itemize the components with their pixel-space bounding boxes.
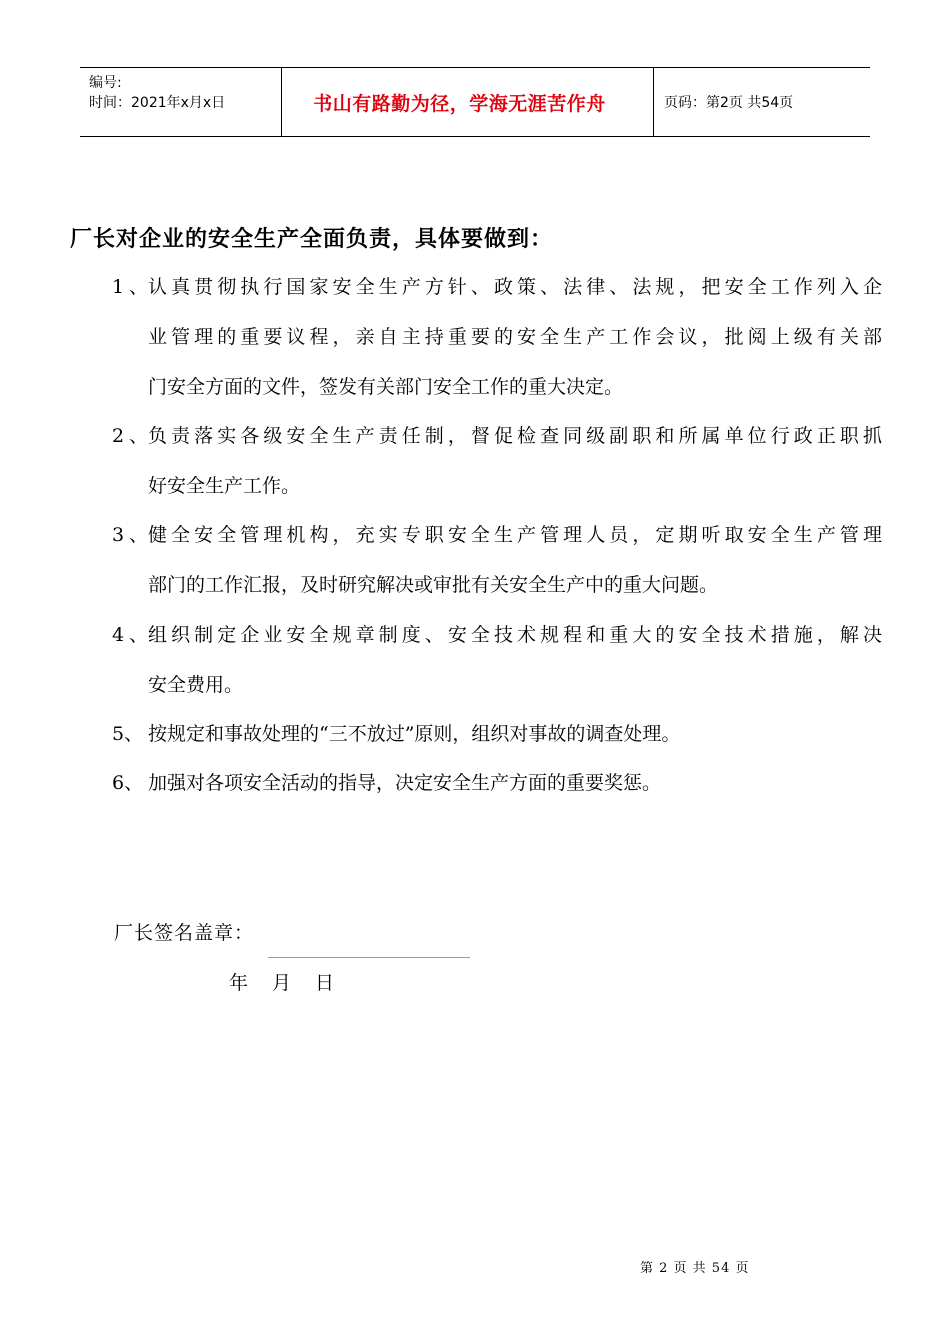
list-item-text: 健全安全管理机构，充实专职安全生产管理人员，定期听取安全生产管理 <box>148 524 882 546</box>
signature-date <box>229 968 358 995</box>
header-motto: 书山有路勤为径，学海无涯苦作舟 <box>313 92 606 115</box>
list-item-number: 2、 <box>112 425 148 447</box>
header-page-number: 页码：第2页 共54页 <box>664 95 794 111</box>
list-item-text: 安全费用。 <box>148 674 244 696</box>
list-item <box>112 610 882 710</box>
header-page-cell <box>654 68 870 136</box>
page-footer: 第 2 页 共 54 页 <box>640 1261 750 1276</box>
list-item-line <box>112 411 882 461</box>
list-item <box>112 709 882 759</box>
page-header <box>80 67 870 137</box>
list-item-text: 按规定和事故处理的“三不放过”原则，组织对事故的调查处理。 <box>148 723 681 745</box>
list-item-text: 加强对各项安全活动的指导，决定安全生产方面的重要奖惩。 <box>148 772 662 794</box>
signature-month: 月 <box>272 972 292 994</box>
list-item-text: 业管理的重要议程，亲自主持重要的安全生产工作会议，批阅上级有关部 <box>148 326 882 348</box>
header-meta-cell <box>80 68 282 136</box>
list-item <box>112 262 882 412</box>
list-item <box>112 411 882 511</box>
list-item <box>112 510 882 610</box>
list-item-number: 6、 <box>112 772 144 794</box>
list-item-line <box>112 510 882 560</box>
list-item-text: 负责落实各级安全生产责任制，督促检查同级副职和所属单位行政正职抓 <box>148 425 882 447</box>
list-item-text: 部门的工作汇报，及时研究解决或审批有关安全生产中的重大问题。 <box>148 574 719 596</box>
list-item-number: 5、 <box>112 723 144 745</box>
list-item-line <box>112 610 882 660</box>
signature-line <box>268 957 470 958</box>
list-item-number: 3、 <box>112 524 148 546</box>
list-item-text: 组织制定企业安全规章制度、安全技术规程和重大的安全技术措施，解决 <box>148 624 882 646</box>
header-motto-cell <box>282 68 654 136</box>
signature-year: 年 <box>229 972 249 994</box>
signature-label: 厂长签名盖章： <box>114 922 255 944</box>
list-item-number: 1、 <box>112 276 148 298</box>
document-date-label: 时间：2021年x月x日 <box>89 95 226 111</box>
list-item-number: 4、 <box>112 624 148 646</box>
document-number-label: 编号: <box>89 75 122 91</box>
list-item-text: 门安全方面的文件，签发有关部门安全工作的重大决定。 <box>148 376 624 398</box>
list-item-text: 好安全生产工作。 <box>148 475 301 497</box>
document-heading: 厂长对企业的安全生产全面负责，具体要做到： <box>70 226 554 252</box>
list-item-line <box>112 262 882 312</box>
signature-day: 日 <box>315 972 335 994</box>
list-item-text: 认真贯彻执行国家安全生产方针、政策、法律、法规，把安全工作列入企 <box>148 276 882 298</box>
list-item <box>112 758 882 808</box>
